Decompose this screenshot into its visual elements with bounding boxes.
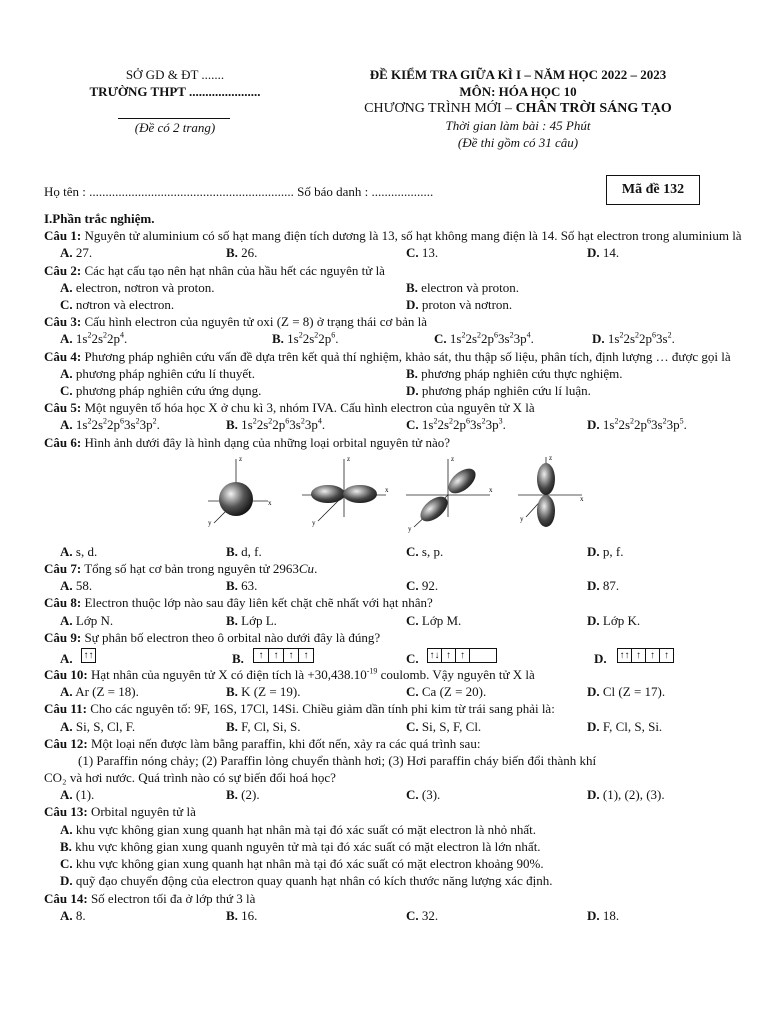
option[interactable]: C. s, p. (406, 543, 444, 559)
option[interactable]: A. khu vực không gian xung quanh hạt nhân mà tại đó xác suất có mặt electron là nhỏ nhất. (60, 821, 537, 837)
options-9 (44, 646, 744, 666)
options-6 (44, 543, 744, 560)
exam-title: ĐỀ KIỂM TRA GIỮA KÌ I – NĂM HỌC 2022 – 2023 (369, 67, 667, 82)
orbital-box-d[interactable]: ↑↑ ↑ ↑ ↑ (618, 648, 674, 663)
axis-x: x (489, 485, 493, 494)
questions-note: (Đề thi gồm có 31 câu) (457, 135, 579, 150)
question-4: Câu 4: Phương pháp nghiên cứu vấn đề dựa trên kết quả thí nghiệm, khảo sát, thu thập số liệu, phân tích, định lượng … được gọi là (44, 348, 731, 364)
pages-note: (Đề có 2 trang) (134, 120, 216, 135)
option[interactable]: D. $1s^22s^22p^63s^2$. (592, 331, 675, 347)
options-10 (44, 683, 744, 700)
options-2a (44, 279, 744, 296)
options-14 (44, 907, 744, 924)
question-3: Câu 3: Cấu hình electron của nguyên tử oxi (Z = 8) ở trạng thái cơ bản là (44, 314, 428, 330)
question-6: Câu 6: Hình ảnh dưới đây là hình dạng của những loại orbital nguyên tử nào? (44, 434, 451, 450)
axis-y: y (520, 514, 524, 523)
question-9: Câu 9: Sự phân bố electron theo ô orbital nào dưới đây là đúng? (44, 629, 381, 645)
option[interactable]: D. quỹ đạo chuyển động của electron quay quanh hạt nhân có kích thước năng lượng xác định. (60, 873, 553, 889)
option[interactable]: B. 16. (226, 907, 258, 923)
options-3 (44, 330, 744, 347)
option[interactable]: A. 58. (60, 578, 93, 594)
department: SỞ GD & ĐT ....... (125, 67, 225, 82)
option[interactable]: D. proton và nơtron. (406, 296, 513, 312)
question-5: Câu 5: Một nguyên tố hóa học X ở chu kì 3, nhóm IVA. Cấu hình electron của nguyên tử X là (44, 400, 535, 416)
school-name: TRƯỜNG THPT ...................... (89, 84, 261, 99)
option[interactable]: B. 26. (226, 245, 258, 261)
axis-x: x (268, 498, 272, 507)
option[interactable]: D. F, Cl, S, Si. (587, 718, 663, 734)
option[interactable]: C. 13. (406, 245, 439, 261)
option[interactable]: C. (3). (406, 787, 441, 803)
option[interactable]: C. nơtron và electron. (60, 296, 175, 312)
option[interactable]: B. F, Cl, Si, S. (226, 718, 301, 734)
option-label[interactable]: A. (60, 650, 73, 666)
question-12-line2: (1) Paraffin nóng chảy; (2) Paraffin lỏng chuyển thành hơi; (3) Hơi paraffin cháy biến đổi thành khí (78, 752, 597, 768)
option[interactable]: D. Lớp K. (587, 612, 641, 628)
question-13: Câu 13: Orbital nguyên tử là (44, 804, 196, 820)
option[interactable]: D. Cl (Z = 17). (587, 684, 666, 700)
options-5 (44, 416, 744, 433)
option[interactable]: B. (2). (226, 787, 260, 803)
program: CHƯƠNG TRÌNH MỚI – CHÂN TRỜI SÁNG TẠO (364, 101, 672, 116)
option[interactable]: C. Lớp M. (406, 612, 462, 628)
question-12: Câu 12: Một loại nến được làm bằng paraffin, khi đốt nến, xảy ra các quá trình sau: (44, 735, 481, 751)
option[interactable]: A. Lớp N. (60, 612, 114, 628)
option[interactable]: A. Ar (Z = 18). (60, 684, 139, 700)
axis-x: x (580, 494, 584, 503)
question-7: Câu 7: Tổng số hạt cơ bản trong nguyên tử 2963Cu. (44, 560, 318, 576)
question-8: Câu 8: Electron thuộc lớp nào sau đây liên kết chặt chẽ nhất với hạt nhân? (44, 595, 433, 611)
p-orbital-figure (296, 451, 392, 541)
option[interactable]: C. $1s^22s^22p^63s^23p^4$. (434, 331, 534, 347)
exam-code: Mã đề 132 (606, 175, 700, 205)
option[interactable]: A. phương pháp nghiên cứu lí thuyết. (60, 365, 255, 381)
options-4a (44, 365, 744, 382)
option[interactable]: B. K (Z = 19). (226, 684, 301, 700)
option[interactable]: C. phương pháp nghiên cứu ứng dụng. (60, 382, 262, 398)
question-1: Câu 1: Nguyên tử aluminium có số hạt mang điện tích dương là 13, số hạt không mang điện là 14. Số hạt electron trong aluminium là (44, 228, 742, 244)
axis-x: x (385, 485, 389, 494)
option-label[interactable]: C. (406, 650, 419, 666)
questions (44, 210, 744, 924)
axis-z: z (549, 453, 553, 462)
axis-y: y (208, 518, 212, 527)
options-8 (44, 612, 744, 629)
options-12 (44, 786, 744, 803)
question-11: Câu 11: Cho các nguyên tố: 9F, 16S, 17Cl, 14Si. Chiều giảm dần tính phi kim từ trái sang phải là: (44, 701, 555, 717)
header-rule (118, 118, 230, 119)
subject: MÔN: HÓA HỌC 10 (459, 84, 577, 99)
p-orbital-diagonal-figure (400, 451, 496, 541)
time-limit: Thời gian làm bài : 45 Phút (445, 118, 591, 133)
option[interactable]: B. khu vực không gian xung quanh nguyên tử mà tại đó xác suất có mặt electron là lớn nhất. (60, 838, 541, 854)
axis-z: z (451, 454, 455, 463)
axis-y: y (408, 524, 412, 533)
student-info[interactable]: Họ tên : ............................................................... Số báo danh : ................... (44, 184, 434, 199)
question-14: Câu 14: Số electron tối đa ở lớp thứ 3 là (44, 890, 256, 906)
question-12-line3: CO₂ và hơi nước. Quá trình nào có sự biến đổi hoá học? (44, 770, 336, 786)
option[interactable]: A. $1s^22s^22p^63s^23p^2$. (60, 417, 160, 433)
option[interactable]: D. 14. (587, 245, 620, 261)
header-right (318, 66, 718, 151)
option[interactable]: C. 92. (406, 578, 439, 594)
axis-y: y (312, 518, 316, 527)
option[interactable]: B. phương pháp nghiên cứu thực nghiệm. (406, 365, 623, 381)
options-2b (44, 296, 744, 313)
options-11 (44, 718, 744, 735)
orbital-figures (44, 451, 744, 543)
option[interactable]: B. d, f. (226, 543, 262, 559)
options-4b (44, 382, 744, 399)
option[interactable]: A. Si, S, Cl, F. (60, 718, 136, 734)
question-2: Câu 2: Các hạt cấu tạo nên hạt nhân của hầu hết các nguyên tử là (44, 262, 385, 278)
option[interactable]: C. Ca (Z = 20). (406, 684, 487, 700)
option[interactable]: D. 87. (587, 578, 620, 594)
orbital-box-b[interactable]: ↑ ↑ ↑ ↑ (254, 648, 314, 663)
option[interactable]: A. 8. (60, 907, 86, 923)
option[interactable]: D. 18. (587, 907, 620, 923)
options-7 (44, 577, 744, 594)
question-10: Câu 10: Hạt nhân của nguyên tử X có điện tích là $+30,438.10^{-19}$ coulomb. Vậy nguyên tử X là (44, 666, 535, 682)
option[interactable]: D. $1s^22s^22p^63s^23p^5$. (587, 417, 687, 433)
option-label[interactable]: B. (232, 650, 244, 666)
option[interactable]: A. 27. (60, 245, 93, 261)
option[interactable]: B. $1s^22s^22p^63s^23p^4$. (226, 417, 326, 433)
option-label[interactable]: D. (594, 650, 607, 666)
pz-orbital-figure (510, 451, 590, 541)
header-left (60, 66, 290, 136)
option[interactable]: B. $1s^22s^22p^6$. (272, 331, 339, 347)
orbital-box-c[interactable]: ↑↓ ↑ ↑ (428, 648, 497, 663)
option[interactable]: D. (1), (2), (3). (587, 787, 665, 803)
axis-z: z (239, 454, 243, 463)
option[interactable]: B. electron và proton. (406, 279, 519, 295)
option[interactable]: A. $1s^22s^22p^4$. (60, 331, 128, 347)
option[interactable]: B. Lớp L. (226, 612, 277, 628)
options-1 (44, 244, 744, 261)
option[interactable]: A. (1). (60, 787, 95, 803)
section-title: I.Phần trắc nghiệm. (44, 211, 155, 226)
option[interactable]: D. p, f. (587, 543, 624, 559)
option[interactable]: C. khu vực không gian xung quanh hạt nhân mà tại đó xác suất có mặt electron khoảng 90%. (60, 856, 544, 872)
orbital-box-a[interactable]: ↑↑ (82, 648, 96, 663)
option[interactable]: C. $1s^22s^22p^63s^23p^3$. (406, 417, 506, 433)
option[interactable]: C. Si, S, F, Cl. (406, 718, 482, 734)
s-orbital-figure (196, 451, 276, 541)
option[interactable]: B. 63. (226, 578, 258, 594)
option[interactable]: A. electron, nơtron và proton. (60, 279, 215, 295)
option[interactable]: C. 32. (406, 907, 439, 923)
option[interactable]: A. s, d. (60, 543, 98, 559)
axis-z: z (347, 454, 351, 463)
option[interactable]: D. phương pháp nghiên cứu lí luận. (406, 382, 591, 398)
